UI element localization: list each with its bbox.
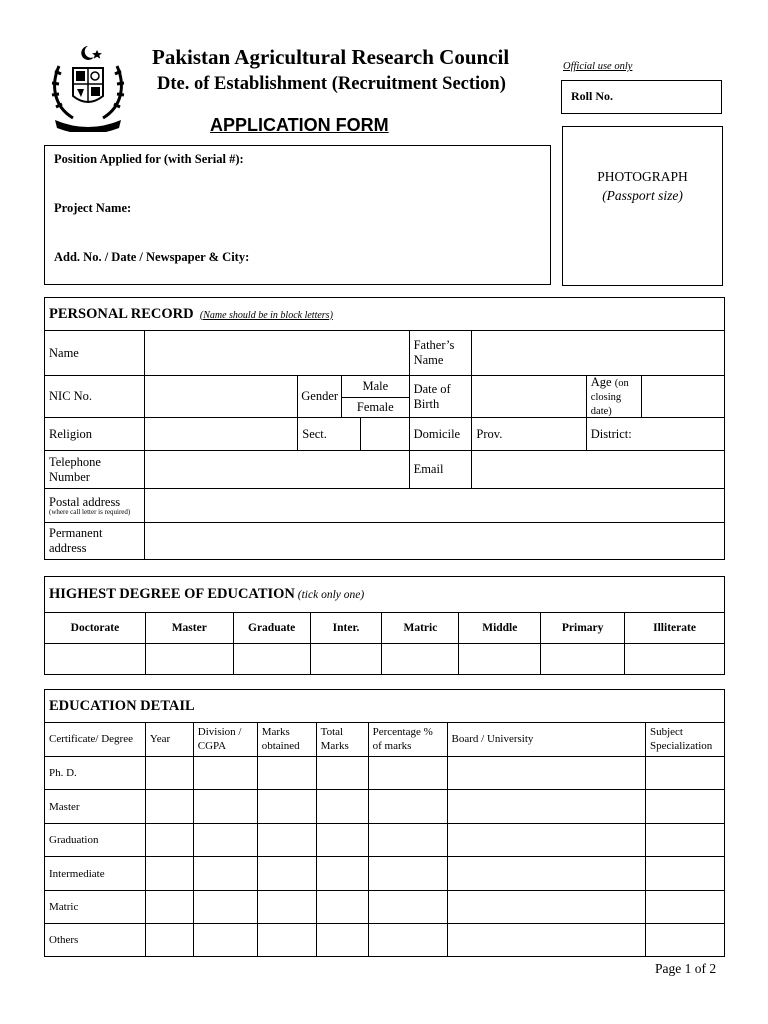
roll-no-label: Roll No.	[571, 89, 613, 103]
age-note: (on closing date)	[590, 378, 629, 417]
education-row-label: Ph. D.	[45, 757, 146, 790]
permanent-address-field[interactable]	[145, 523, 725, 560]
sect-field[interactable]	[360, 418, 409, 451]
education-cell[interactable]	[257, 757, 316, 790]
education-cell[interactable]	[257, 924, 316, 957]
photograph-size-note: (Passport size)	[602, 188, 683, 203]
degree-tick-cell[interactable]	[145, 644, 233, 675]
degree-column-header: Master	[145, 613, 233, 644]
degree-column-header: Inter.	[310, 613, 382, 644]
education-column-header: Division / CGPA	[193, 723, 257, 757]
education-cell[interactable]	[316, 790, 368, 824]
education-cell[interactable]	[145, 891, 193, 924]
degree-tick-cell[interactable]	[459, 644, 541, 675]
education-cell[interactable]	[368, 790, 447, 824]
education-cell[interactable]	[447, 891, 645, 924]
highest-degree-heading: HIGHEST DEGREE OF EDUCATION	[49, 586, 295, 602]
religion-label: Religion	[45, 418, 145, 451]
education-cell[interactable]	[645, 824, 724, 857]
personal-record-header	[45, 298, 725, 331]
education-row-label: Matric	[45, 891, 146, 924]
organization-title: Pakistan Agricultural Research Council	[152, 45, 510, 69]
education-cell[interactable]	[193, 790, 257, 824]
sect-label: Sect.	[298, 418, 361, 451]
education-cell[interactable]	[257, 857, 316, 891]
degree-tick-cell[interactable]	[541, 644, 625, 675]
degree-column-header: Graduate	[233, 613, 310, 644]
education-cell[interactable]	[257, 790, 316, 824]
nic-field[interactable]	[145, 376, 298, 418]
education-cell[interactable]	[316, 924, 368, 957]
degree-column-header: Doctorate	[45, 613, 146, 644]
domicile-label: Domicile	[409, 418, 472, 451]
education-column-header: Marks obtained	[257, 723, 316, 757]
dob-field[interactable]	[472, 376, 586, 418]
education-cell[interactable]	[645, 891, 724, 924]
project-name-label: Project Name:	[54, 201, 132, 215]
education-row-graduation	[45, 824, 725, 857]
education-cell[interactable]	[645, 757, 724, 790]
education-row-matric	[45, 891, 725, 924]
education-column-header: Percentage % of marks	[368, 723, 447, 757]
position-applied-label: Position Applied for (with Serial #):	[54, 152, 244, 166]
roll-no-field[interactable]	[561, 80, 722, 114]
province-field[interactable]: Prov.	[472, 418, 586, 451]
education-cell[interactable]	[316, 891, 368, 924]
education-cell[interactable]	[447, 790, 645, 824]
education-cell[interactable]	[193, 891, 257, 924]
education-cell[interactable]	[316, 824, 368, 857]
age-label-cell	[586, 376, 642, 418]
postal-address-label: Postal address	[49, 495, 121, 509]
father-name-field[interactable]	[472, 331, 725, 376]
degree-tick-cell[interactable]	[45, 644, 146, 675]
gender-label: Gender	[298, 376, 342, 418]
education-row-others	[45, 924, 725, 957]
education-row-intermediate	[45, 857, 725, 891]
degree-column-header: Middle	[459, 613, 541, 644]
education-row-phd	[45, 757, 725, 790]
education-cell[interactable]	[193, 857, 257, 891]
degree-column-header: Primary	[541, 613, 625, 644]
degree-tick-cell[interactable]	[382, 644, 459, 675]
degree-tick-cell[interactable]	[233, 644, 310, 675]
education-cell[interactable]	[368, 891, 447, 924]
education-cell[interactable]	[645, 924, 724, 957]
highest-degree-header	[45, 577, 725, 613]
telephone-label: Telephone Number	[45, 451, 145, 489]
personal-record-table	[44, 297, 725, 560]
permanent-address-label: Permanent address	[45, 523, 145, 560]
parc-emblem-logo	[47, 44, 129, 132]
education-column-header: Subject Specialization	[645, 723, 724, 757]
degree-tick-cell[interactable]	[310, 644, 382, 675]
page-number: Page 1 of 2	[655, 961, 717, 976]
education-cell[interactable]	[368, 757, 447, 790]
degree-tick-cell[interactable]	[625, 644, 725, 675]
education-cell[interactable]	[145, 790, 193, 824]
education-cell[interactable]	[145, 757, 193, 790]
department-title: Dte. of Establishment (Recruitment Section)	[157, 74, 506, 94]
education-cell[interactable]	[645, 857, 724, 891]
name-field[interactable]	[145, 331, 409, 376]
position-details-box[interactable]	[44, 145, 551, 285]
photograph-label: PHOTOGRAPH	[597, 169, 688, 184]
postal-address-label-cell	[45, 489, 145, 523]
education-cell[interactable]	[645, 790, 724, 824]
education-cell[interactable]	[368, 924, 447, 957]
education-cell[interactable]	[368, 824, 447, 857]
education-row-label: Graduation	[45, 824, 146, 857]
education-cell[interactable]	[193, 924, 257, 957]
education-row-label: Intermediate	[45, 857, 146, 891]
dob-label: Date of Birth	[409, 376, 472, 418]
degree-column-header: Matric	[382, 613, 459, 644]
age-label: Age	[590, 375, 612, 389]
block-letters-note: (Name should be in block letters)	[199, 309, 333, 321]
email-label: Email	[409, 451, 472, 489]
education-column-header: Board / University	[447, 723, 645, 757]
education-row-label: Master	[45, 790, 146, 824]
education-cell[interactable]	[257, 824, 316, 857]
education-cell[interactable]	[145, 857, 193, 891]
education-cell[interactable]	[145, 924, 193, 957]
education-cell[interactable]	[145, 824, 193, 857]
postal-address-note: (where call letter is required)	[49, 507, 131, 516]
gender-male-option[interactable]: Male	[342, 376, 410, 398]
education-detail-header	[45, 690, 725, 723]
education-cell[interactable]	[316, 757, 368, 790]
advertisement-label: Add. No. / Date / Newspaper & City:	[54, 250, 250, 264]
name-label: Name	[45, 331, 145, 376]
education-cell[interactable]	[447, 857, 645, 891]
father-name-label: Father’s Name	[409, 331, 472, 376]
education-row-label: Others	[45, 924, 146, 957]
education-column-header: Year	[145, 723, 193, 757]
age-field[interactable]	[642, 376, 725, 418]
education-cell[interactable]	[257, 891, 316, 924]
district-field[interactable]: District:	[586, 418, 724, 451]
official-use-label: Official use only	[563, 61, 633, 72]
education-cell[interactable]	[368, 857, 447, 891]
religion-field[interactable]	[145, 418, 298, 451]
education-cell[interactable]	[447, 924, 645, 957]
gender-female-option[interactable]: Female	[342, 397, 410, 418]
tick-only-one-note: (tick only one)	[297, 589, 365, 601]
highest-degree-table	[44, 576, 725, 675]
education-cell[interactable]	[316, 857, 368, 891]
education-cell[interactable]	[447, 824, 645, 857]
degree-column-header: Illiterate	[625, 613, 725, 644]
education-column-header: Total Marks	[316, 723, 368, 757]
email-field[interactable]	[472, 451, 725, 489]
nic-label: NIC No.	[45, 376, 145, 418]
education-cell[interactable]	[193, 757, 257, 790]
postal-address-field[interactable]	[145, 489, 725, 523]
education-detail-heading: EDUCATION DETAIL	[49, 697, 195, 714]
education-row-master	[45, 790, 725, 824]
education-cell[interactable]	[193, 824, 257, 857]
telephone-field[interactable]	[145, 451, 409, 489]
education-column-header: Certificate/ Degree	[45, 723, 146, 757]
photograph-box[interactable]	[562, 126, 723, 286]
personal-record-heading: PERSONAL RECORD	[49, 305, 194, 322]
education-detail-table	[44, 689, 725, 957]
education-cell[interactable]	[447, 757, 645, 790]
form-title: APPLICATION FORM	[210, 115, 389, 135]
